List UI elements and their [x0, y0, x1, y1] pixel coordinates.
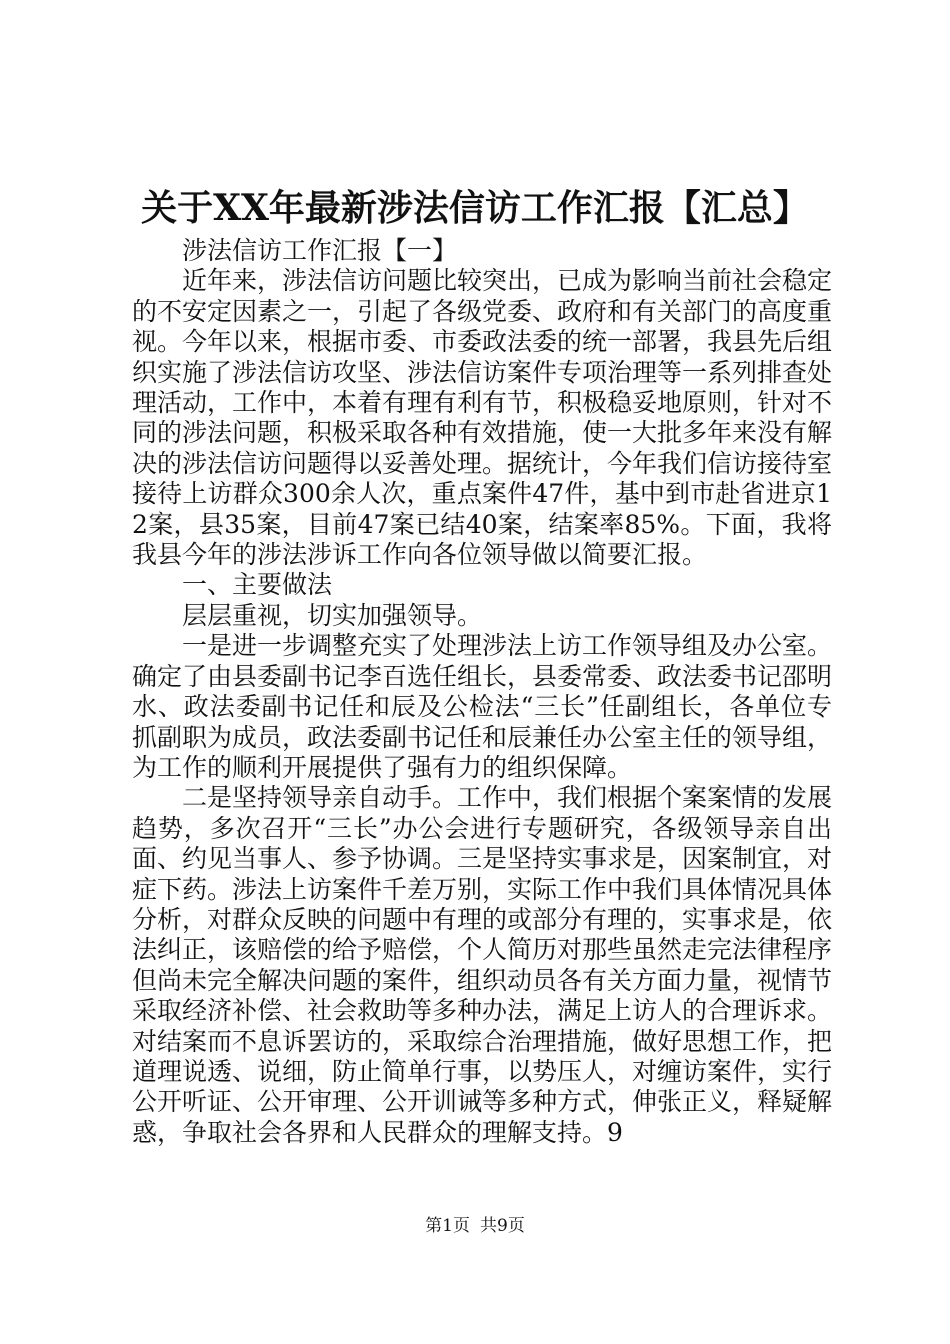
page-total: 共9页 [480, 1216, 525, 1236]
page-number: 第1页 [425, 1216, 470, 1236]
paragraph-intro: 近年来，涉法信访问题比较突出，已成为影响当前社会稳定的不安定因素之一，引起了各级党委、政府和有关部门的高度重视。今年以来，根据市委、市委政法委的统一部署，我县先后组织实施了涉法信访攻坚、涉法信访案件专项治理等一系列排查处理活动，工作中，本着有理有利有节，积极稳妥地原则，针对不同的涉法问题，积极采取各种有效措施，使一大批多年来没有解决的涉法信访问题得以妥善处理。据统计，今年我们信访接待室接待上访群众300余人次，重点案件47件，基中到市赴省进京12案，县35案，目前47案已结40案，结案率85%。下面，我将我县今年的涉法涉诉工作向各位领导做以简要汇报。 [132, 266, 833, 570]
document-title: 关于XX年最新涉法信访工作汇报【汇总】 [141, 187, 809, 229]
paragraph-first-point: 一是进一步调整充实了处理涉法上访工作领导组及办公室。确定了由县委副书记李百选任组长，县委常委、政法委书记邵明水、政法委副书记任和辰及公检法“三长”任副组长，各单位专抓副职为成员，政法委副书记任和辰兼任办公室主任的领导组，为工作的顺利开展提供了强有力的组织保障。 [132, 631, 833, 782]
paragraph-second-point: 二是坚持领导亲自动手。工作中，我们根据个案案情的发展趋势，多次召开“三长”办公会进行专题研究，各级领导亲自出面、约见当事人、参予协调。三是坚持实事求是，因案制宜，对症下药。涉法上访案件千差万别，实际工作中我们具体情况具体分析，对群众反映的问题中有理的或部分有理的，实事求是，依法纠正，该赔偿的给予赔偿，个人简历对那些虽然走完法律程序但尚未完全解决问题的案件，组织动员各有关方面力量，视情节采取经济补偿、社会救助等多种办法，满足上访人的合理诉求。对结案而不息诉罢访的，采取综合治理措施，做好思想工作，把道理说透、说细，防止简单行事，以势压人，对缠访案件，实行公开听证、公开审理、公开训诫等多种方式，伸张正义，释疑解惑，争取社会各界和人民群众的理解支持。9 [132, 783, 833, 1147]
page-footer [0, 1214, 950, 1238]
section-heading-main-practices: 一、主要做法 [182, 570, 333, 600]
section-subtitle: 涉法信访工作汇报【一】 [182, 236, 458, 265]
document-body [132, 236, 832, 1148]
paragraph-leadership: 层层重视，切实加强领导。 [182, 600, 483, 630]
